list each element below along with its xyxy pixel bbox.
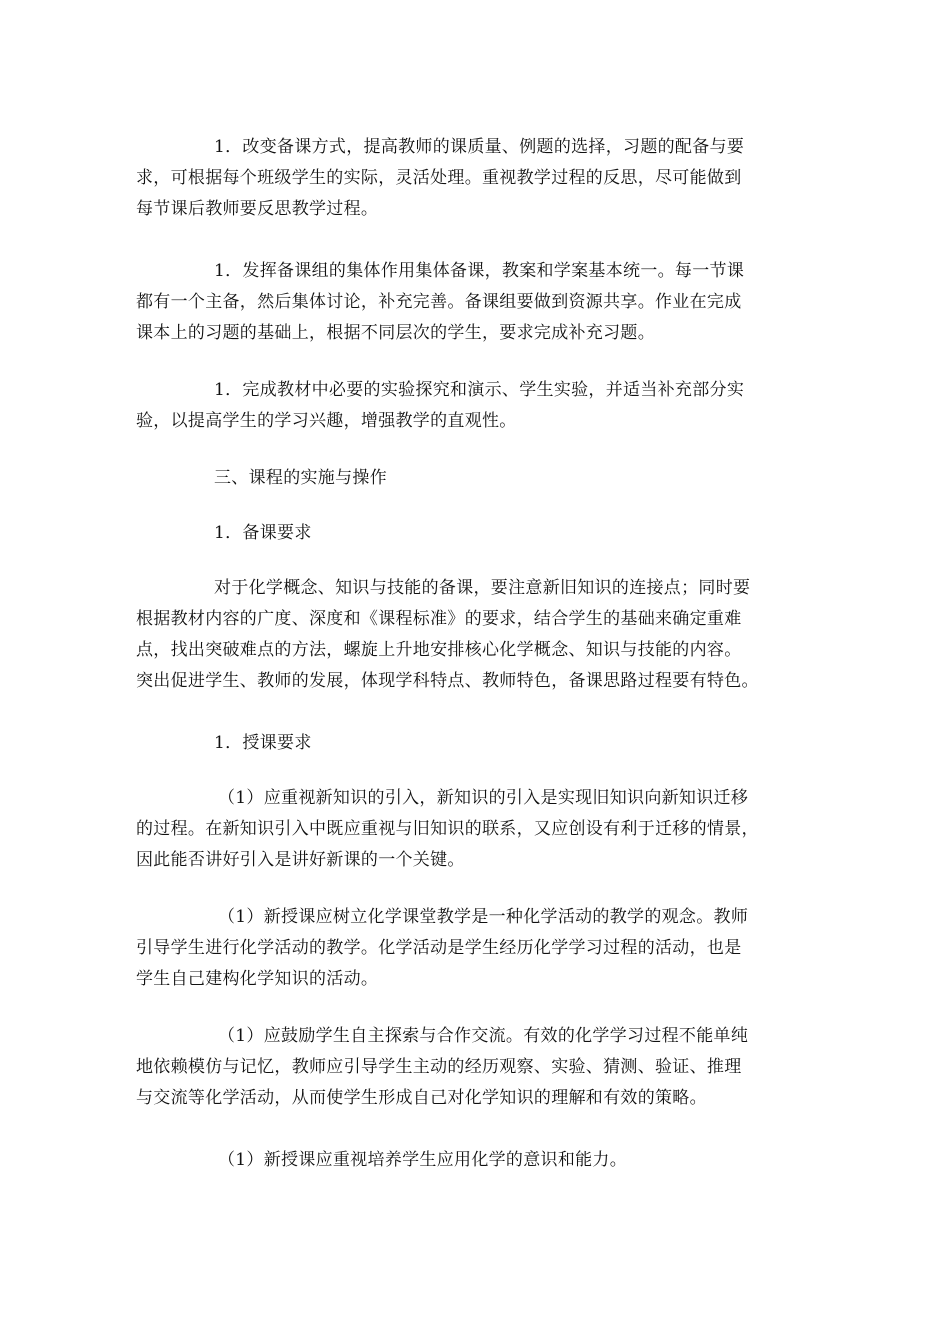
paragraph-line: 学生自己建构化学知识的活动。 (136, 969, 379, 989)
paragraph-line: （1）应鼓励学生自主探索与合作交流。有效的化学学习过程不能单纯 (218, 1026, 749, 1046)
paragraph-2 (136, 256, 826, 349)
paragraph-line: （1）应重视新知识的引入，新知识的引入是实现旧知识向新知识迁移 (218, 788, 749, 808)
paragraph-line: 每节课后教师要反思教学过程。 (136, 199, 379, 219)
heading-line: 1．备课要求 (214, 523, 312, 543)
paragraph-line: 1．完成教材中必要的实验探究和演示、学生实验，并适当补充部分实 (214, 380, 745, 400)
paragraph-line: 地依赖模仿与记忆，教师应引导学生主动的经历观察、实验、猜测、验证、推理 (136, 1057, 742, 1077)
heading-line: 三、课程的实施与操作 (214, 468, 387, 488)
paragraph-8 (136, 1145, 826, 1176)
paragraph-line: 与交流等化学活动，从而使学生形成自己对化学知识的理解和有效的策略。 (136, 1088, 707, 1108)
paragraph-line: 点，找出突破难点的方法，螺旋上升地安排核心化学概念、知识与技能的内容。 (136, 640, 742, 660)
paragraph-line: （1）新授课应重视培养学生应用化学的意识和能力。 (218, 1150, 628, 1170)
paragraph-5 (136, 783, 826, 876)
paragraph-line: 因此能否讲好引入是讲好新课的一个关键。 (136, 850, 465, 870)
subsection-heading-lesson-prep (136, 518, 826, 549)
paragraph-7 (136, 1021, 826, 1114)
paragraph-line: 对于化学概念、知识与技能的备课，要注意新旧知识的连接点；同时要 (214, 578, 751, 598)
section-heading (136, 463, 826, 494)
paragraph-line: 的过程。在新知识引入中既应重视与旧知识的联系，又应创设有利于迁移的情景， (136, 819, 759, 839)
paragraph-line: 根据教材内容的广度、深度和《课程标准》的要求，结合学生的基础来确定重难 (136, 609, 742, 629)
paragraph-4 (136, 573, 826, 697)
paragraph-3 (136, 375, 826, 437)
paragraph-line: （1）新授课应树立化学课堂教学是一种化学活动的教学的观念。教师 (218, 907, 749, 927)
paragraph-line: 引导学生进行化学活动的教学。化学活动是学生经历化学学习过程的活动，也是 (136, 938, 742, 958)
paragraph-line: 1．改变备课方式，提高教师的课质量、例题的选择，习题的配备与要 (214, 137, 745, 157)
paragraph-line: 都有一个主备，然后集体讨论，补充完善。备课组要做到资源共享。作业在完成 (136, 292, 742, 312)
paragraph-line: 课本上的习题的基础上，根据不同层次的学生，要求完成补充习题。 (136, 323, 655, 343)
paragraph-line: 1．发挥备课组的集体作用集体备课，教案和学案基本统一。每一节课 (214, 261, 745, 281)
paragraph-6 (136, 902, 826, 995)
paragraph-line: 求，可根据每个班级学生的实际，灵活处理。重视教学过程的反思，尽可能做到 (136, 168, 742, 188)
paragraph-line: 突出促进学生、教师的发展，体现学科特点、教师特色，备课思路过程要有特色。 (136, 671, 759, 691)
paragraph-1 (136, 132, 826, 225)
subsection-heading-teaching (136, 728, 826, 759)
paragraph-line: 验，以提高学生的学习兴趣，增强教学的直观性。 (136, 411, 517, 431)
heading-line: 1．授课要求 (214, 733, 312, 753)
